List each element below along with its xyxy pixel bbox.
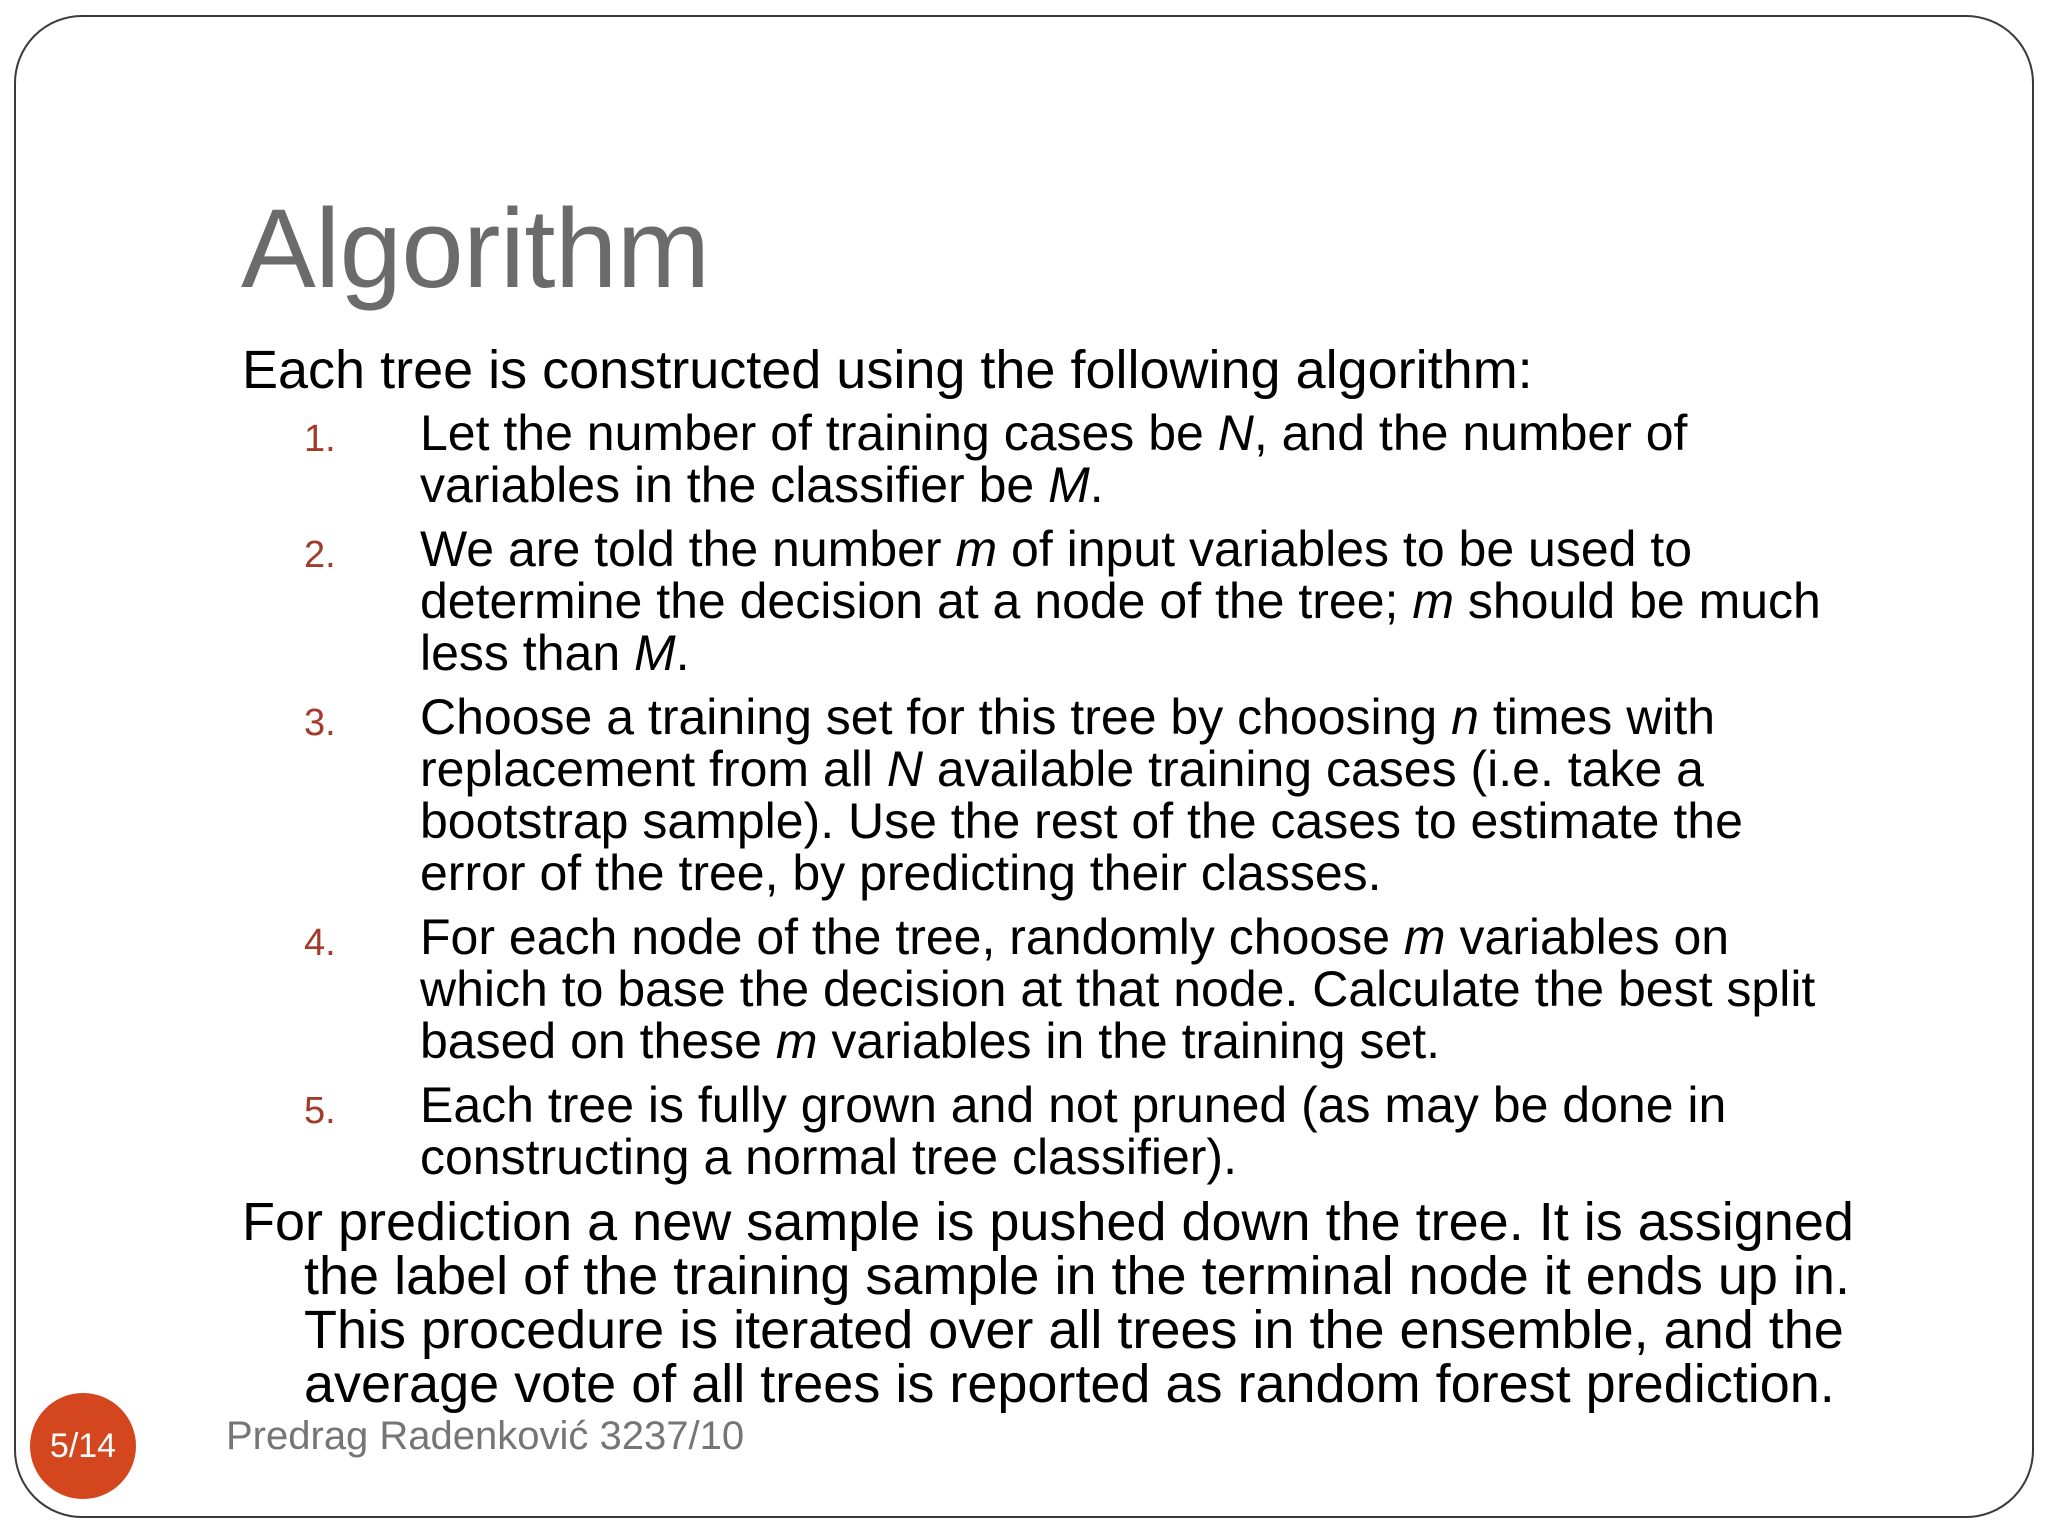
step-text: of input variables to be used to [997,521,1693,577]
step-line [420,407,1962,459]
page-number-badge: 5/14 [30,1393,136,1499]
step-line [420,523,1962,575]
prediction-paragraph [242,1192,1962,1414]
step-item [242,523,1962,679]
step-text: . [675,625,690,681]
prediction-line: the label of the training sample in the terminal node it ends up in. [304,1246,1850,1306]
step-text: Choose a training set for this tree by choosing [420,689,1452,745]
slide-frame [14,15,2034,1518]
step-text: less than [420,625,635,681]
step-text: bootstrap sample). Use the rest of the cases to estimate the [420,793,1743,849]
step-line [420,1131,1962,1183]
step-line [420,743,1962,795]
step-text: variables in the training set. [817,1013,1441,1069]
step-text: variables on [1445,909,1730,965]
step-text: variables in the classifier be [420,457,1049,513]
slide-title: Algorithm [241,186,710,311]
footer-author: Predrag Radenković 3237/10 [226,1414,745,1458]
italic-variable: n [1451,689,1479,745]
italic-variable: N [886,741,923,797]
prediction-line: average vote of all trees is reported as random forest prediction. [304,1354,1835,1414]
step-item [242,407,1962,511]
step-text: error of the tree, by predicting their classes. [420,845,1382,901]
step-number: 2. [304,534,336,576]
step-text: which to base the decision at that node. Calculate the best split [420,961,1816,1017]
italic-variable: M [634,625,676,681]
step-line [420,847,1962,899]
step-text: constructing a normal tree classifier). [420,1129,1237,1185]
step-line [420,627,1962,679]
italic-variable: m [1403,909,1446,965]
algorithm-steps [242,407,1962,1183]
italic-variable: M [1048,457,1090,513]
step-text: should be much [1453,573,1821,629]
prediction-line: This procedure is iterated over all trees in the ensemble, and the [304,1300,1844,1360]
step-item [242,1079,1962,1183]
step-number: 4. [304,922,336,964]
step-text: based on these [420,1013,776,1069]
italic-variable: m [775,1013,818,1069]
step-text: . [1089,457,1104,513]
step-line [420,1079,1962,1131]
step-text: , and the number of [1253,405,1688,461]
step-line [420,575,1962,627]
step-item [242,911,1962,1067]
step-line [420,691,1962,743]
step-line [420,963,1962,1015]
step-line [420,459,1962,511]
step-text: available training cases (i.e. take a [922,741,1704,797]
prediction-line: For prediction a new sample is pushed down the tree. It is assigned [242,1192,1854,1252]
intro-text: Each tree is constructed using the following algorithm: [242,340,1533,400]
italic-variable: N [1217,405,1254,461]
italic-variable: m [955,521,998,577]
step-line [420,1015,1962,1067]
step-number: 5. [304,1090,336,1132]
step-text: determine the decision at a node of the tree; [420,573,1413,629]
step-text: times with [1478,689,1716,745]
step-number: 1. [304,418,336,460]
step-line [420,795,1962,847]
slide-content [242,340,1962,1414]
step-text: For each node of the tree, randomly choose [420,909,1404,965]
italic-variable: m [1412,573,1454,629]
step-item [242,691,1962,899]
step-line [420,911,1962,963]
step-text: Let the number of training cases be [420,405,1218,461]
step-text: replacement from all [420,741,887,797]
step-text: We are told the number [420,521,956,577]
step-number: 3. [304,702,336,744]
step-text: Each tree is fully grown and not pruned (as may be done in [420,1077,1727,1133]
